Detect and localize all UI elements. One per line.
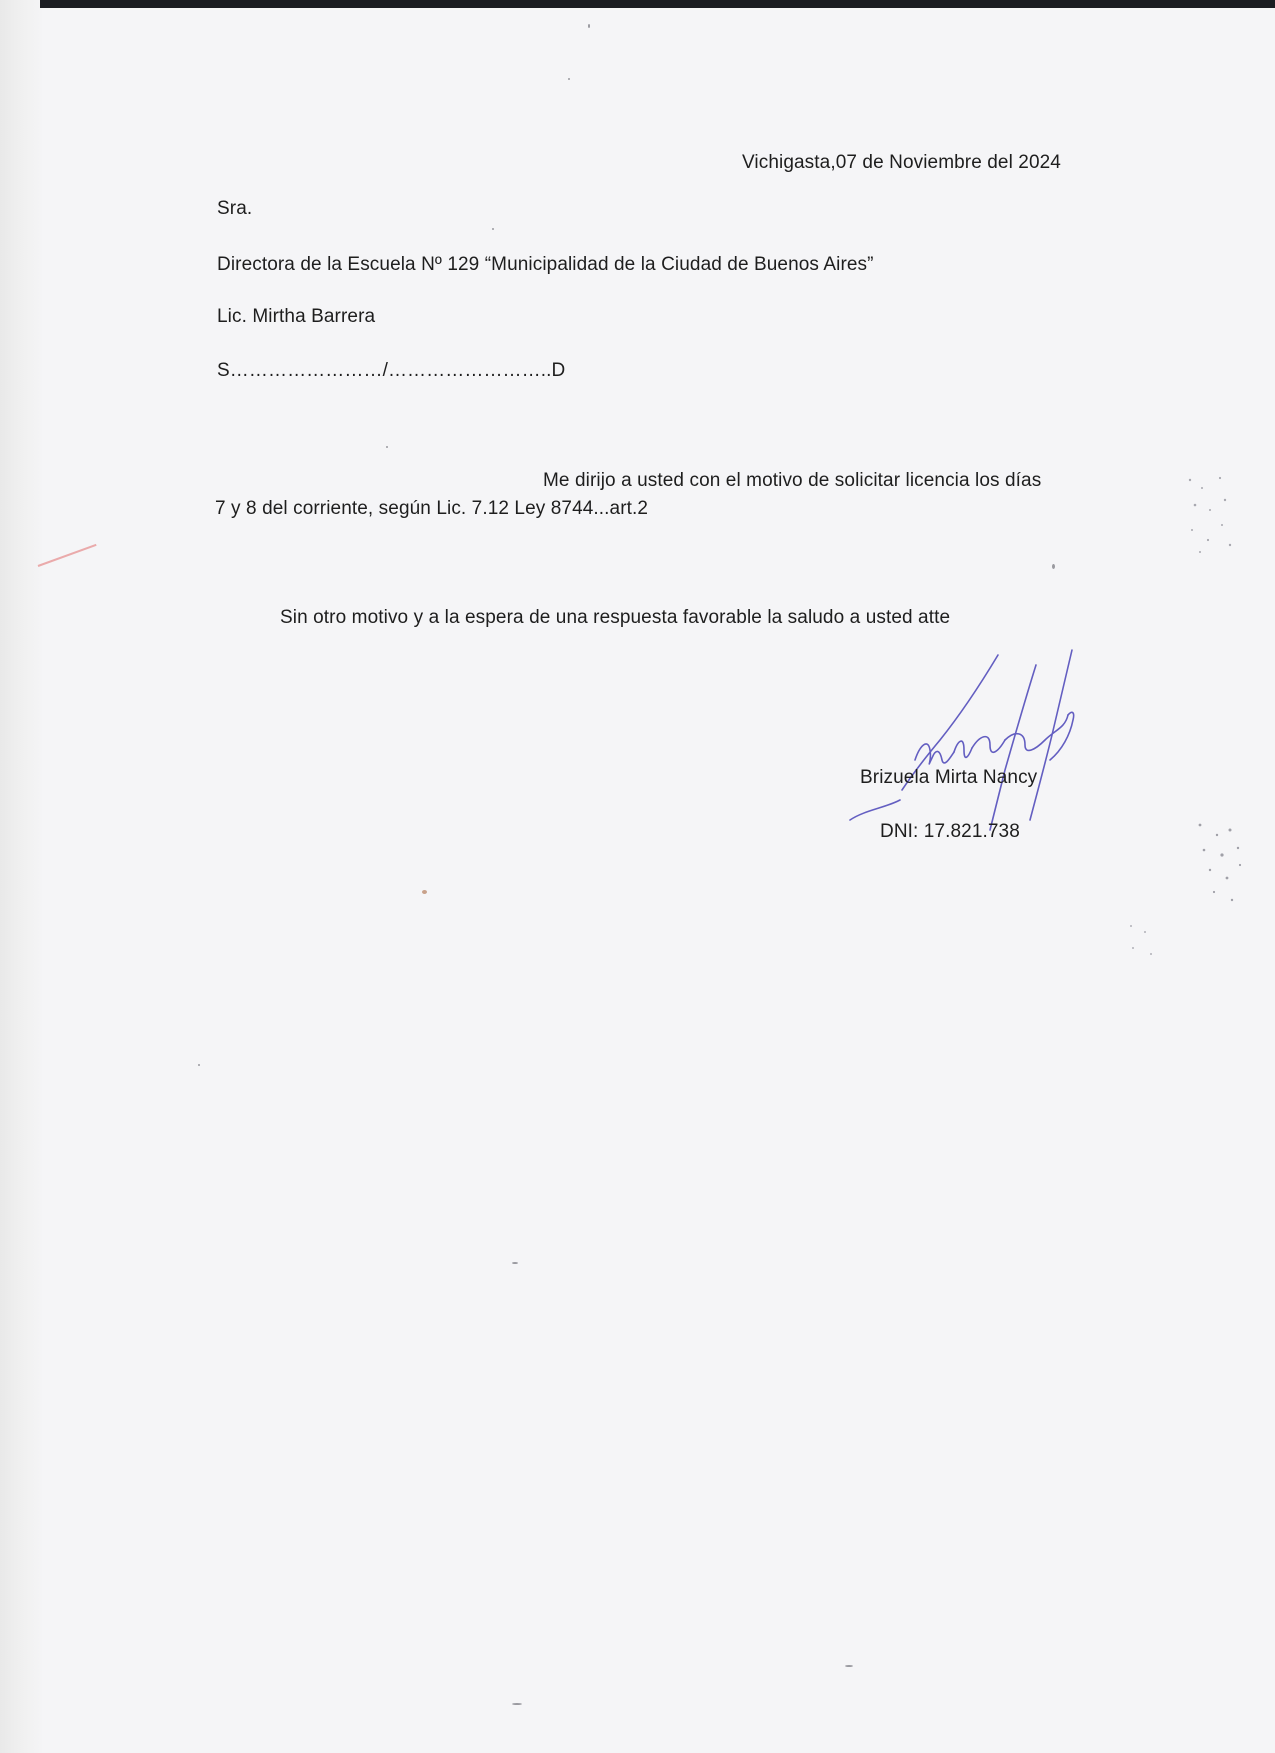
dust-speck — [512, 1262, 518, 1264]
letter-date: Vichigasta,07 de Noviembre del 2024 — [742, 152, 1061, 173]
letter-body-line-1: Me dirijo a usted con el motivo de solicitar licencia los días — [543, 470, 1042, 491]
signer-name: Brizuela Mirta Nancy — [860, 767, 1038, 788]
signer-dni: DNI: 17.821.738 — [880, 821, 1020, 842]
dust-speck — [1052, 564, 1055, 569]
letter-closing: Sin otro motivo y a la espera de una respuesta favorable la saludo a usted atte — [280, 607, 951, 628]
letter-salutation: Sra. — [217, 198, 253, 219]
dust-speck — [845, 1665, 853, 1667]
dust-speck — [198, 1064, 200, 1066]
dust-speck — [588, 24, 590, 28]
scan-left-margin — [0, 0, 42, 1753]
dust-speck — [492, 228, 494, 230]
dust-speck — [386, 446, 388, 448]
letter-recipient-name: Lic. Mirtha Barrera — [217, 306, 376, 327]
dust-speck — [568, 78, 570, 80]
dust-speck — [422, 890, 427, 894]
letter-sd-line: S……………………/……………………..D — [217, 360, 566, 381]
scan-top-edge — [40, 0, 1275, 8]
scan-noise-cluster — [1125, 920, 1185, 1010]
letter-body-line-2: 7 y 8 del corriente, según Lic. 7.12 Ley 8744...art.2 — [215, 498, 649, 519]
scan-noise-cluster — [1192, 820, 1252, 910]
dust-speck — [512, 1703, 522, 1705]
letter-recipient-title: Directora de la Escuela Nº 129 “Municipalidad de la Ciudad de Buenos Aires” — [217, 254, 874, 275]
scan-noise-cluster — [1180, 470, 1240, 560]
